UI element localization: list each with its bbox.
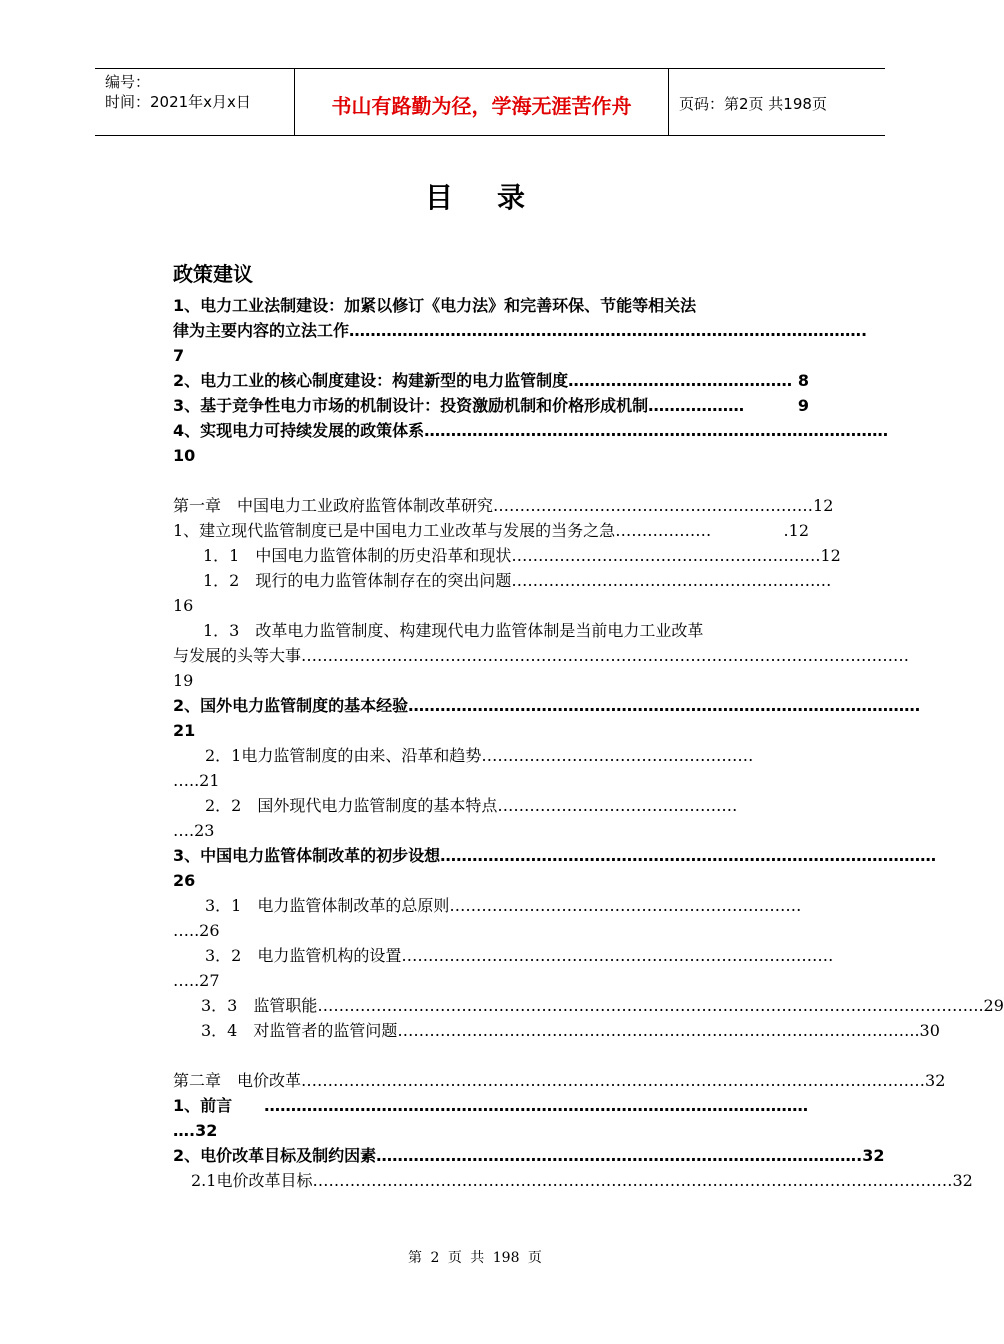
- toc-page-number: 32: [925, 1071, 946, 1090]
- toc-text: 第一章 中国电力工业政府监管体制改革研究: [173, 496, 494, 515]
- toc-leader-dots: ……………………………………………………………………………………………………: [301, 646, 910, 665]
- toc-line: [173, 768, 809, 793]
- toc-line: [173, 1143, 885, 1168]
- toc-text: 4、实现电力可持续发展的政策体系: [173, 421, 425, 440]
- toc-line: [173, 943, 834, 968]
- toc-page-number: 8: [797, 371, 809, 390]
- toc-text: …..27: [173, 971, 220, 990]
- toc-leader-dots: ………………: [615, 521, 712, 540]
- toc-leader-dots: ……………………………………………………………………………………: [408, 696, 921, 715]
- toc-line: [173, 343, 809, 368]
- toc-page-number: ..30: [909, 1021, 940, 1040]
- toc-line: [173, 318, 868, 343]
- toc-leader-dots: ………………………………………: [497, 796, 738, 815]
- toc-text: …..26: [173, 921, 220, 940]
- toc-leader-dots: …………………………………………………………………………………………………………: [312, 1171, 953, 1190]
- toc-line: [173, 818, 809, 843]
- toc-text: 16: [173, 596, 194, 615]
- toc-text: 3．1 电力监管体制改革的总原则: [205, 896, 450, 915]
- toc-text: 21: [173, 721, 196, 740]
- page-footer: 第 2 页 共 198 页: [408, 1250, 542, 1266]
- toc-text: 2、电价改革目标及制约因素: [173, 1146, 377, 1165]
- toc-leader-dots: ……………………………………………: [481, 746, 754, 765]
- toc-text: 1．1 中国电力监管体制的历史沿革和现状: [203, 546, 512, 565]
- toc-leader-dots: ………………………………………………………………………: [401, 946, 834, 965]
- toc-line: [173, 618, 809, 643]
- toc-line: [173, 918, 809, 943]
- toc-line: [173, 793, 809, 818]
- toc-text: 26: [173, 871, 196, 890]
- toc-page-number: .12: [783, 521, 809, 540]
- toc-text: ….23: [173, 821, 215, 840]
- toc-text: 10: [173, 446, 196, 465]
- section-heading: 政策建议: [173, 262, 253, 286]
- toc-line: [173, 368, 809, 393]
- toc-line: [173, 718, 809, 743]
- toc-line: [173, 1093, 809, 1118]
- toc-text: 2、电力工业的核心制度建设：构建新型的电力监管制度: [173, 371, 569, 390]
- toc-leader-dots: ……………………………………………………: [511, 571, 832, 590]
- toc-line: [173, 1043, 809, 1068]
- number-label: 编号：: [105, 73, 151, 91]
- toc-text: 1．3 改革电力监管制度、构建现代电力监管体制是当前电力工业改革: [203, 621, 704, 640]
- toc-leader-dots: …………………………………………………………………………………………: [264, 1096, 809, 1115]
- toc-text: 19: [173, 671, 194, 690]
- toc-page-number: ..29: [973, 996, 1004, 1015]
- toc-page-number: .: [861, 321, 868, 340]
- toc-line: [173, 293, 809, 318]
- toc-line: [173, 1168, 973, 1193]
- toc-text: ….32: [173, 1121, 218, 1140]
- toc-page-number: 12: [813, 496, 834, 515]
- toc-text: 2．2 国外现代电力监管制度的基本特点: [205, 796, 498, 815]
- toc-text: 3．4 对监管者的监管问题: [201, 1021, 398, 1040]
- toc-line: [173, 393, 809, 418]
- toc-text: 律为主要内容的立法工作: [173, 321, 350, 340]
- toc-leader-dots: ……………………………………: [568, 371, 793, 390]
- toc-line: [173, 518, 809, 543]
- toc-text: 1．2 现行的电力监管体制存在的突出问题: [203, 571, 512, 590]
- toc-page-number: .32: [856, 1146, 885, 1165]
- page-header: [95, 68, 885, 136]
- toc-line: [173, 1068, 946, 1093]
- toc-text: 1、电力工业法制建设：加紧以修订《电力法》和完善环保、节能等相关法: [173, 296, 697, 315]
- toc-text: 第二章 电价改革: [173, 1071, 302, 1090]
- toc-text: 7: [173, 346, 185, 365]
- toc-line: [173, 593, 809, 618]
- toc-line: [173, 493, 834, 518]
- toc-line: [173, 418, 889, 443]
- toc-page-number: .12: [815, 546, 841, 565]
- motto: 书山有路勤为径，学海无涯苦作舟: [331, 94, 632, 118]
- toc-text: 3．2 电力监管机构的设置: [205, 946, 402, 965]
- toc-line: [173, 993, 1004, 1018]
- toc-text: 2.1电价改革目标: [191, 1171, 313, 1190]
- toc-leader-dots: ……………………………………………………: [493, 496, 814, 515]
- toc-text: 1、前言: [173, 1096, 265, 1115]
- toc-leader-dots: ………………………………………………………………………………: [376, 1146, 857, 1165]
- toc-leader-dots: ……………………………………………………………………………………: [349, 321, 862, 340]
- toc-line: [173, 868, 809, 893]
- toc-line: [173, 693, 921, 718]
- toc-leader-dots: ……………………………………………………………………………: [424, 421, 889, 440]
- toc-text: …..21: [173, 771, 220, 790]
- toc-line: [173, 668, 809, 693]
- toc-line: [173, 568, 832, 593]
- toc-leader-dots: …………………………………………………………………………………: [440, 846, 937, 865]
- page-info: 页码：第2页 共198页: [679, 95, 827, 113]
- toc-text: 2．1电力监管制度的由来、沿革和趋势: [205, 746, 482, 765]
- toc-leader-dots: ………………………………………………………………………………………………………: [301, 1071, 926, 1090]
- toc-line: [173, 968, 809, 993]
- toc-line: [173, 893, 809, 918]
- toc-text: 3、中国电力监管体制改革的初步设想: [173, 846, 441, 865]
- toc-leader-dots: ………………: [648, 396, 745, 415]
- toc-leader-dots: …………………………………………………………: [449, 896, 802, 915]
- header-left-cell: [95, 69, 295, 135]
- toc-line: [173, 743, 809, 768]
- toc-line: [173, 843, 937, 868]
- toc-line: [173, 643, 910, 668]
- toc-line: [173, 1018, 940, 1043]
- header-center-cell: [295, 69, 669, 135]
- toc-page-number: 32: [952, 1171, 973, 1190]
- toc-page-number: 9: [797, 396, 809, 415]
- toc-text: 3．3 监管职能: [201, 996, 318, 1015]
- toc-text: 1、建立现代监管制度已是中国电力工业改革与发展的当务之急: [173, 521, 616, 540]
- toc-leader-dots: ……………………………………………………………………………………: [397, 1021, 910, 1040]
- toc-text: 3、基于竞争性电力市场的机制设计：投资激励机制和价格形成机制: [173, 396, 649, 415]
- toc-leader-dots: ……………………………………………………………………………………………………………: [317, 996, 974, 1015]
- toc-line: [173, 443, 809, 468]
- toc-line: [173, 543, 841, 568]
- header-right-cell: [669, 69, 885, 135]
- toc-text: 2、国外电力监管制度的基本经验: [173, 696, 409, 715]
- toc-line: [173, 1118, 809, 1143]
- toc-line: [173, 468, 809, 493]
- toc-text: 与发展的头等大事: [173, 646, 302, 665]
- toc-leader-dots: …………………………………………………: [511, 546, 816, 565]
- page-title: 目录: [424, 181, 569, 214]
- time-label: 时间：2021年x月x日: [105, 93, 251, 111]
